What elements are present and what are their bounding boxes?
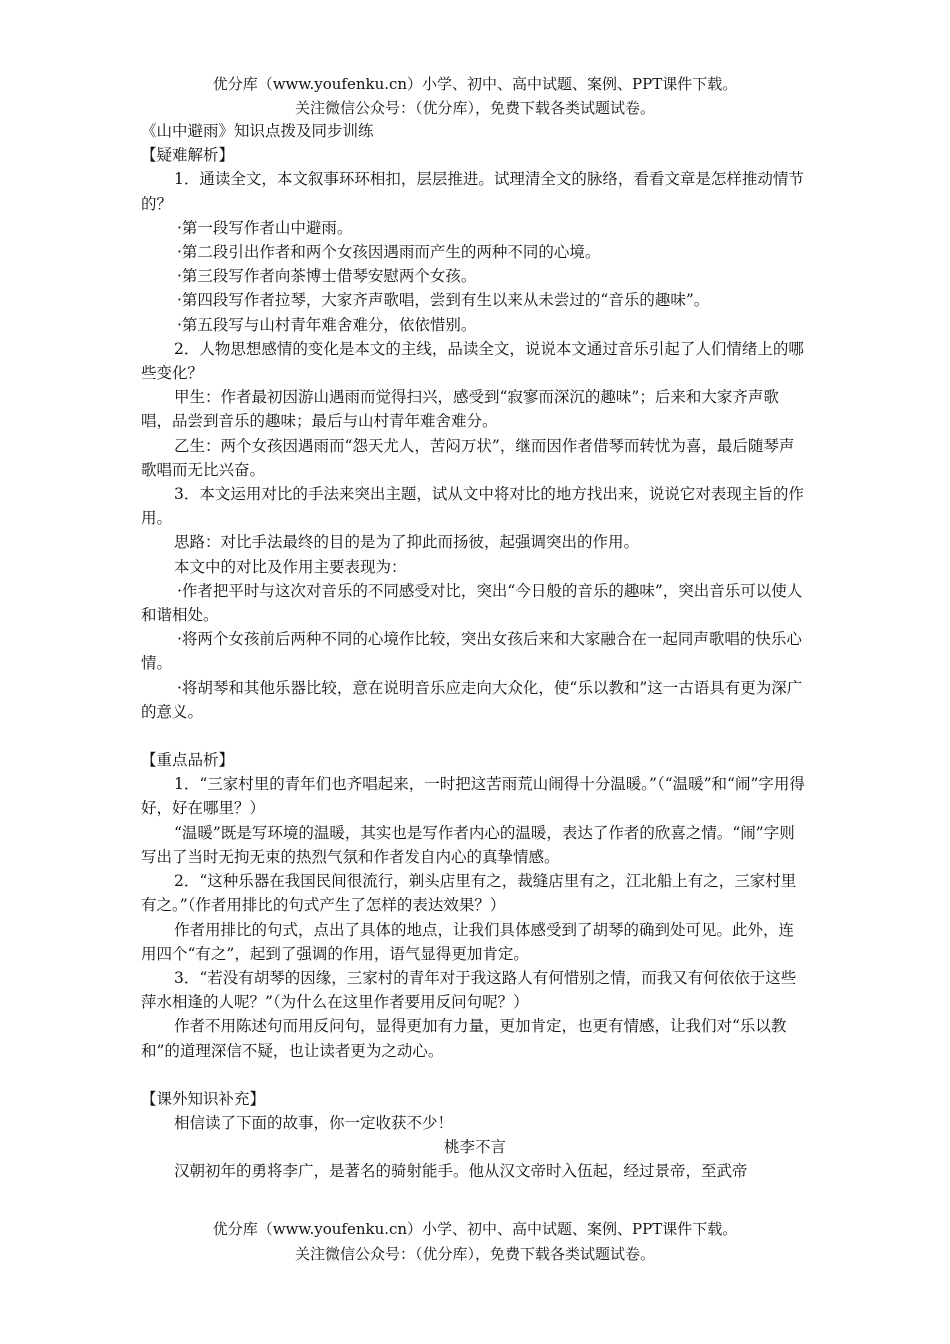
answer-paragraph: 作者不用陈述句而用反问句，显得更加有力量，更加肯定，也更有情感，让我们对“乐以教和”的道理深信不疑，也让读者更为之动心。 [141,1017,787,1060]
footer-line-2: 关注微信公众号：（优分库），免费下载各类试题试卷。 [294,1245,655,1263]
intro-paragraph: 相信读了下面的故事，你一定收获不少！ [174,1113,454,1132]
story-title: 桃李不言 [443,1138,506,1157]
key-point-1: 1．“三家村里的青年们也齐唱起来，一时把这苦雨荒山闹得十分温暖。”（“温暖”和“闹”字用得好，好在哪里？） [141,775,805,818]
document-body [141,119,809,1184]
question-2: 2．人物思想感情的变化是本文的主线，品读全文，说说本文通过音乐引起了人们情绪上的哪些变化？ [141,339,804,383]
spacer [141,1063,809,1087]
footer-line-1: 优分库（www.youfenku.cn）小学、初中、高中试题、案例、PPT课件下载。 [212,1220,738,1238]
bullet-item: ·第四段写作者拉琴，大家齐声歌唱，尝到有生以来从未尝过的“音乐的趣味”。 [177,291,710,310]
answer-paragraph: 甲生：作者最初因游山遇雨而觉得扫兴，感受到“寂寥而深沉的趣味”；后来和大家齐声歌唱，品尝到音乐的趣味；最后与山村青年难舍难分。 [141,388,779,431]
bullet-item: ·第三段写作者向茶博士借琴安慰两个女孩。 [177,267,477,286]
bullet-item: ·将两个女孩前后两种不同的心境作比较，突出女孩后来和大家融合在一起同声歌唱的快乐心情。 [141,630,802,673]
section-heading-extra-knowledge: 【课外知识补充】 [141,1089,266,1108]
section-heading-difficulties: 【疑难解析】 [141,146,235,165]
question-1: 1．通读全文，本文叙事环环相扣，层层推进。试理清全文的脉络，看看文章是怎样推动情节的？ [141,170,804,213]
bullet-item: ·作者把平时与这次对音乐的不同感受对比，突出“今日般的音乐的趣味”，突出音乐可以使人和谐相处。 [141,581,803,625]
bullet-item: ·第二段引出作者和两个女孩因遇雨而产生的两种不同的心境。 [177,243,601,262]
bullet-item: ·第一段写作者山中避雨。 [177,218,353,237]
header-line-2: 关注微信公众号：（优分库），免费下载各类试题试卷。 [294,99,655,117]
answer-paragraph: 思路：对比手法最终的目的是为了抑此而扬彼，起强调突出的作用。 [174,533,640,552]
section-heading-key-analysis: 【重点品析】 [141,751,235,770]
answer-paragraph: “温暖”既是写环境的温暖，其实也是写作者内心的温暖，表达了作者的欣喜之情。“闹”字则写出了当时无拘无束的热烈气氛和作者发自内心的真挚情感。 [141,823,795,866]
key-point-3: 3．“若没有胡琴的因缘，三家村的青年对于我这路人有何惜别之情，而我又有何依依于这些萍水相逢的人呢？”（为什么在这里作者要用反问句呢？） [141,968,797,1012]
document-title: 《山中避雨》知识点拨及同步训练 [141,122,374,140]
answer-paragraph: 作者用排比的句式，点出了具体的地点，让我们具体感受到了胡琴的确到处可见。此外，连用四个“有之”，起到了强调的作用，语气显得更加肯定。 [141,920,795,963]
answer-paragraph: 乙生：两个女孩因遇雨而“怨天尤人，苦闷万状”，继而因作者借琴而转忧为喜，最后随琴声歌唱而无比兴奋。 [141,436,795,479]
story-paragraph: 汉朝初年的勇将李广，是著名的骑射能手。他从汉文帝时入伍起，经过景帝，至武帝 [174,1162,748,1181]
header-line-1: 优分库（www.youfenku.cn）小学、初中、高中试题、案例、PPT课件下载。 [212,75,738,93]
bullet-item: ·第五段写与山村青年难舍难分，依依惜别。 [177,315,477,334]
answer-paragraph: 本文中的对比及作用主要表现为： [174,557,407,576]
bullet-item: ·将胡琴和其他乐器比较，意在说明音乐应走向大众化，使“乐以教和”这一古语具有更为深广的意义。 [141,678,803,721]
question-3: 3．本文运用对比的手法来突出主题，试从文中将对比的地方找出来，说说它对表现主旨的作用。 [141,485,804,528]
key-point-2: 2．“这种乐器在我国民间很流行，剃头店里有之，裁缝店里有之，江北船上有之，三家村里有之。”（作者用排比的句式产生了怎样的表达效果？） [141,872,797,915]
spacer [141,724,809,748]
